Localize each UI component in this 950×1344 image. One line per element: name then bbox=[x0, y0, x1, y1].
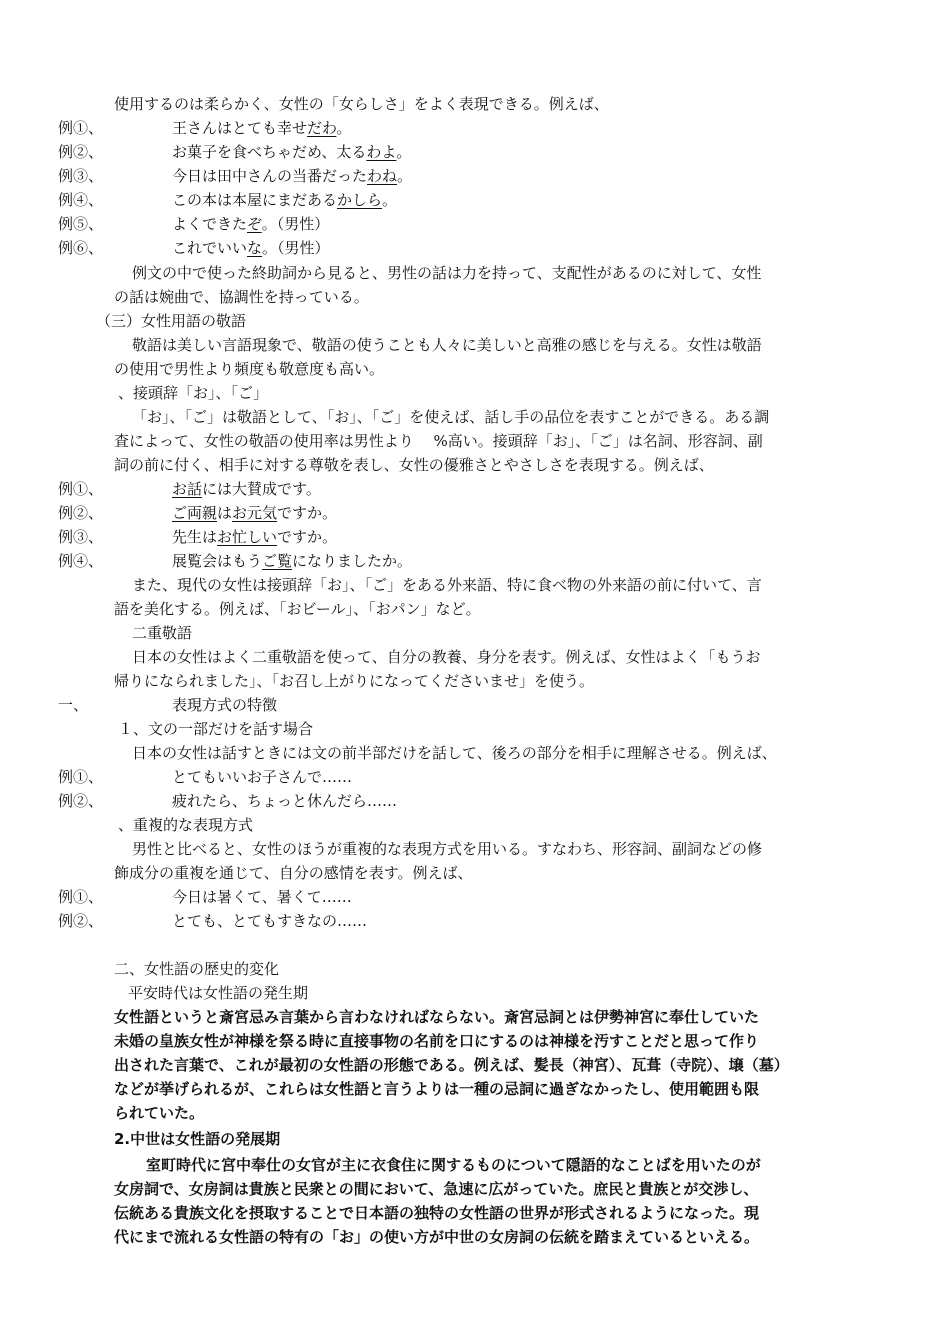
paragraph-line: 女房詞で、女房詞は貴族と民衆との間において、急速に広がっていた。庶民と貴族とが交渉し、 bbox=[114, 1180, 759, 1198]
paragraph-line: 女性語というと斎宮忌み言葉から言わなければならない。斎宮忌詞とは伊勢神宮に奉仕していた bbox=[114, 1008, 760, 1026]
paragraph-line: 語を美化する。例えば、「おビール」、「おパン」など。 bbox=[114, 600, 481, 618]
example-underlined: わよ bbox=[366, 143, 397, 161]
example-sentence bbox=[172, 142, 411, 162]
paragraph-line: 査によって、女性の敬語の使用率は男性より %高い。接頭辞「お」、「ご」は名詞、形容詞、副 bbox=[114, 432, 763, 450]
example-label: 例①、 bbox=[58, 768, 104, 786]
subsection-heading: １、文の一部だけを話す場合 bbox=[118, 720, 314, 738]
example-sentence bbox=[172, 551, 412, 571]
example-sentence bbox=[172, 166, 412, 186]
paragraph-line: 日本の女性は話すときには文の前半部だけを話して、後ろの部分を相手に理解させる。例えば、 bbox=[132, 744, 777, 762]
subsection-heading: 2.中世は女性語の発展期 bbox=[114, 1130, 281, 1148]
example-label: 例②、 bbox=[58, 143, 104, 161]
paragraph-line: 未婚の皇族女性が神様を祭る時に直接事物の名前を口にするのは神様を汚すことだと思って作り bbox=[114, 1032, 760, 1050]
example-text: ですか。 bbox=[277, 504, 338, 522]
example-sentence bbox=[172, 527, 337, 547]
example-text: 。（男性） bbox=[262, 239, 330, 257]
example-text: は bbox=[217, 504, 233, 522]
example-text: 。 bbox=[396, 143, 412, 161]
subsection-heading: 、重複的な表現方式 bbox=[118, 816, 254, 834]
example-text: 王さんはとても幸せ bbox=[172, 119, 308, 137]
paragraph-line: 例文の中で使った終助詞から見ると、男性の話は力を持って、支配性があるのに対して、女性 bbox=[132, 264, 762, 282]
section-heading: 二、女性語の歴史的変化 bbox=[114, 960, 280, 978]
example-text: この本は本屋にまだある bbox=[172, 191, 338, 209]
paragraph-line: られていた。 bbox=[114, 1104, 205, 1122]
example-underlined: ご両親 bbox=[172, 504, 218, 522]
paragraph-line: 飾成分の重複を通じて、自分の感情を表す。例えば、 bbox=[114, 864, 473, 882]
example-text: には大賛成です。 bbox=[202, 480, 321, 498]
subsection-heading: 、接頭辞「お」、「ご」 bbox=[118, 384, 269, 402]
paragraph-line: の話は婉曲で、協調性を持っている。 bbox=[114, 288, 369, 306]
example-label: 例④、 bbox=[58, 552, 104, 570]
example-text: 。 bbox=[397, 167, 413, 185]
example-label: 例⑥、 bbox=[58, 239, 104, 257]
paragraph-line: 「お」、「ご」は敬語として、「お」、「ご」を使えば、話し手の品位を表すことができる。ある調 bbox=[132, 408, 770, 426]
example-underlined: お元気 bbox=[232, 504, 278, 522]
paragraph-line: 室町時代に宮中奉仕の女官が主に衣食住に関するものについて隠語的なことばを用いたのが bbox=[146, 1156, 761, 1174]
example-label: 例①、 bbox=[58, 119, 104, 137]
example-label: 例④、 bbox=[58, 191, 104, 209]
example-sentence bbox=[172, 503, 337, 523]
example-sentence: とてもいいお子さんで…… bbox=[172, 768, 353, 786]
subsection-heading: 二重敬語 bbox=[132, 624, 193, 642]
example-underlined: かしら bbox=[337, 191, 383, 209]
example-label: 例⑤、 bbox=[58, 215, 104, 233]
example-sentence bbox=[172, 214, 329, 234]
example-label: 例③、 bbox=[58, 528, 104, 546]
paragraph-line: 出された言葉で、これが最初の女性語の形態である。例えば、髪長（神宮）、瓦葺（寺院）、壌（墓） bbox=[114, 1056, 789, 1074]
example-label: 例②、 bbox=[58, 792, 104, 810]
paragraph-line: 男性と比べると、女性のほうが重複的な表現方式を用いる。すなわち、形容詞、副詞などの修 bbox=[132, 840, 763, 858]
example-label: 例②、 bbox=[58, 912, 104, 930]
paragraph-line: などが挙げられるが、これらは女性語と言うよりは一種の忌詞に過ぎなかったし、使用範囲も限 bbox=[114, 1080, 760, 1098]
example-underlined: ご覧 bbox=[262, 552, 293, 570]
example-sentence: とても、とてもすきなの…… bbox=[172, 912, 368, 930]
section-heading: 表現方式の特徴 bbox=[172, 696, 278, 714]
example-text: 展覧会はもう bbox=[172, 552, 263, 570]
example-text: 。 bbox=[382, 191, 398, 209]
example-label: 例③、 bbox=[58, 167, 104, 185]
example-underlined: だわ bbox=[307, 119, 337, 137]
example-text: これでいい bbox=[172, 239, 248, 257]
example-underlined: ぞ bbox=[247, 215, 262, 233]
paragraph-line: 詞の前に付く、相手に対する尊敬を表し、女性の優雅さとやさしさを表現する。例えば、 bbox=[114, 456, 714, 474]
paragraph-line: 代にまで流れる女性語の特有の「お」の使い方が中世の女房詞の伝統を踏まえているといえる。 bbox=[114, 1228, 760, 1246]
example-underlined: わね bbox=[367, 167, 398, 185]
example-underlined: お話 bbox=[172, 480, 203, 498]
subsection-heading: 平安時代は女性語の発生期 bbox=[128, 984, 309, 1002]
paragraph-line: の使用で男性より頻度も敬意度も高い。 bbox=[114, 360, 385, 378]
intro-line: 使用するのは柔らかく、女性の「女らしさ」をよく表現できる。例えば、 bbox=[114, 95, 609, 113]
section-heading: （三）女性用語の敬語 bbox=[96, 312, 247, 330]
example-label: 例①、 bbox=[58, 888, 104, 906]
example-underlined: お忙しい bbox=[217, 528, 278, 546]
paragraph-line: 敬語は美しい言語現象で、敬語の使うことも人々に美しいと高雅の感じを与える。女性は敬語 bbox=[132, 336, 762, 354]
example-text: 先生は bbox=[172, 528, 218, 546]
example-text: ですか。 bbox=[277, 528, 338, 546]
example-label: 例②、 bbox=[58, 504, 104, 522]
example-sentence bbox=[172, 190, 397, 210]
example-text: よくできた bbox=[172, 215, 248, 233]
example-sentence bbox=[172, 479, 321, 499]
example-text: 。 bbox=[336, 119, 352, 137]
paragraph-line: また、現代の女性は接頭辞「お」、「ご」をある外来語、特に食べ物の外来語の前に付いて、言 bbox=[132, 576, 762, 594]
example-underlined: な bbox=[247, 239, 263, 257]
example-text: 今日は田中さんの当番だった bbox=[172, 167, 368, 185]
example-text: 。（男性） bbox=[261, 215, 330, 233]
example-sentence bbox=[172, 238, 330, 258]
example-label: 例①、 bbox=[58, 480, 104, 498]
example-sentence: 疲れたら、ちょっと休んだら…… bbox=[172, 792, 398, 810]
example-sentence bbox=[172, 118, 351, 138]
paragraph-line: 伝統ある貴族文化を摂取することで日本語の独特の女性語の世界が形式されるようになった。現 bbox=[114, 1204, 760, 1222]
section-number: 一、 bbox=[58, 696, 89, 714]
example-text: お菓子を食べちゃだめ、太る bbox=[172, 143, 367, 161]
paragraph-line: 帰りになられました」、「お召し上がりになってくださいませ」を使う。 bbox=[114, 672, 595, 690]
paragraph-line: 日本の女性はよく二重敬語を使って、自分の教養、身分を表す。例えば、女性はよく「もうお bbox=[132, 648, 761, 666]
example-text: になりましたか。 bbox=[292, 552, 413, 570]
example-sentence: 今日は暑くて、暑くて…… bbox=[172, 888, 352, 906]
